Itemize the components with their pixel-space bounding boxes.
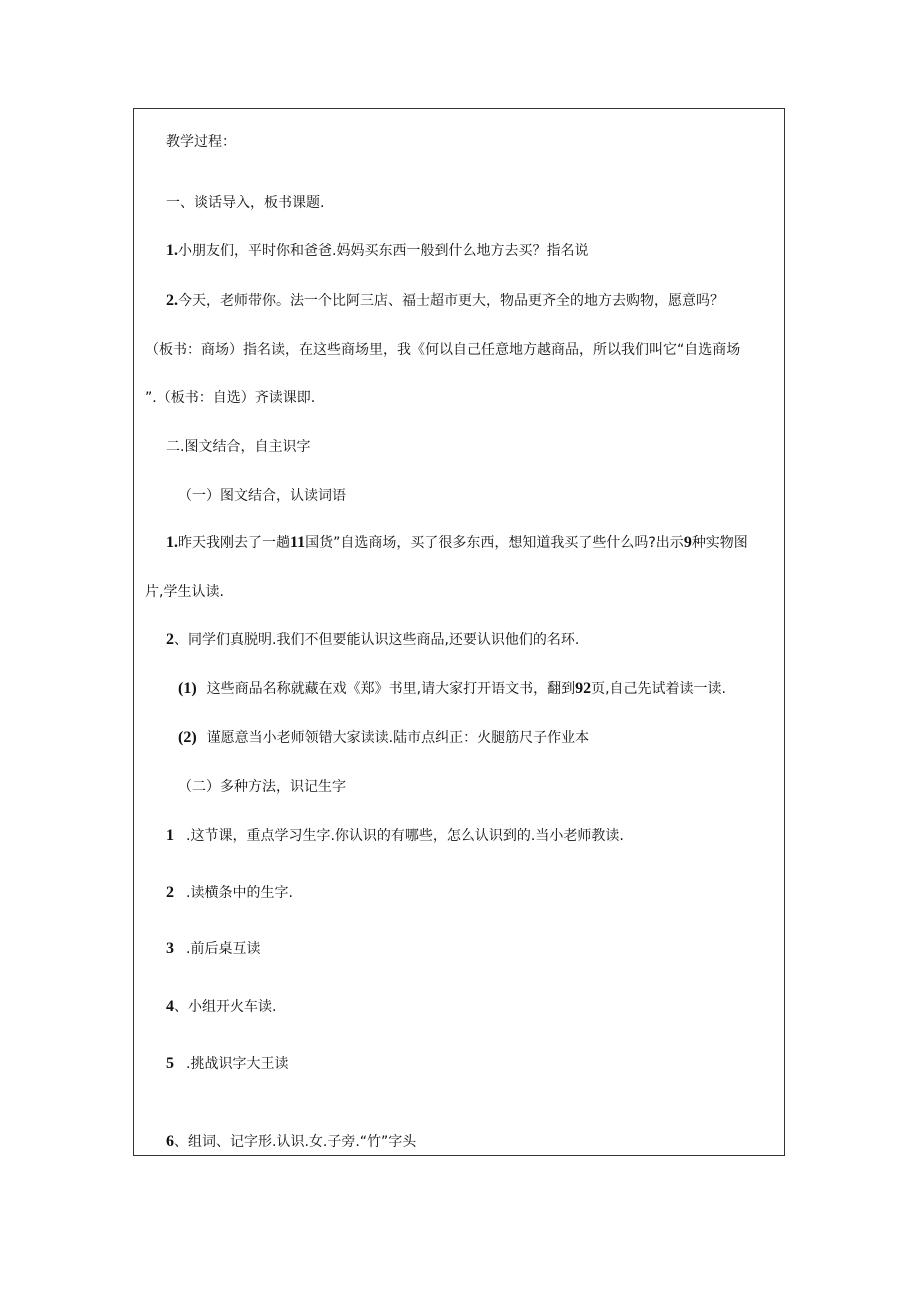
item-text: 国货”自选商场，买了很多东西，想知道我买了些什么吗?出示 (305, 535, 684, 551)
item-text: 这些商品名称就藏在戏《郑》书里,请大家打开语文书，翻到 (206, 681, 576, 697)
inline-number: 92 (575, 680, 592, 697)
item-number: 1 (166, 827, 174, 844)
method-item-4 (166, 997, 276, 1017)
section-1-continuation-2: ”.（板书：自选）齐读课即. (145, 390, 316, 406)
item-number: 2 (166, 884, 174, 901)
subsection-1-title: （一）图文结合，认读词语 (178, 488, 346, 504)
item-text: .前后桌互读 (186, 941, 261, 957)
item-text: 小朋友们，平时你和爸爸.妈妈买东西一般到什么地方去买？指名说 (178, 243, 589, 259)
item-text: 、同学们真脱明.我们不但要能认识这些商品,还要认识他们的名环. (174, 632, 580, 648)
item-text: 今天，老师带你。法一个比阿三店、福士超市更大，物品更齐全的地方去购物，愿意吗？ (178, 293, 724, 309)
subsection-2-title: （二）多种方法，识记生字 (178, 779, 346, 795)
item-number: 1. (166, 242, 178, 259)
sub-item-1 (178, 679, 726, 699)
section-1-title: 一、谈话导入，板书课题. (166, 195, 325, 211)
method-item-5 (166, 1054, 288, 1074)
item-text: 昨天我刚去了一趟 (178, 535, 290, 551)
item-number: 4 (166, 998, 174, 1015)
item-number: 5 (166, 1055, 174, 1072)
method-item-6 (166, 1132, 416, 1152)
subsection-1-item-2 (166, 630, 579, 650)
item-number: 3 (166, 940, 174, 957)
subsection-1-item-1-continuation: 片,学生认读. (145, 584, 224, 600)
method-item-3 (166, 939, 260, 959)
lesson-heading: 教学过程： (166, 134, 236, 150)
sub-item-2 (178, 728, 589, 748)
item-text: 种实物图 (691, 535, 748, 551)
method-item-1 (166, 826, 624, 846)
item-number: (1) (178, 680, 197, 697)
section-2-title: 二.图文结合，自主识字 (166, 439, 311, 455)
item-number: (2) (178, 729, 197, 746)
item-text: .挑战识字大王读 (186, 1056, 289, 1072)
item-number: 2. (166, 292, 178, 309)
item-text: 、小组开火车读. (174, 999, 277, 1015)
item-text: .读横条中的生字. (186, 885, 293, 901)
item-number: 2 (166, 631, 174, 648)
subsection-1-item-1 (166, 533, 748, 553)
item-text: .这节课，重点学习生字.你认识的有哪些，怎么认识到的.当小老师教读. (186, 828, 624, 844)
section-1-continuation-1: （板书：商场）指名读，在这些商场里，我《何以自己任意地方越商品，所以我们叫它“自选商场 (145, 342, 741, 358)
item-number: 1. (166, 534, 178, 551)
item-number: 6 (166, 1133, 174, 1150)
section-1-item-1 (166, 241, 588, 261)
section-1-item-2 (166, 291, 724, 311)
item-text: 、组词、记字形.认识.女.子旁.“竹”字头 (174, 1134, 417, 1150)
inline-number: 9 (683, 534, 692, 551)
method-item-2 (166, 883, 293, 903)
inline-number: 11 (290, 534, 306, 551)
item-text: 谨愿意当小老师领错大家读读.陆市点纠正：火腿筋尺子作业本 (206, 730, 590, 746)
item-text: 页,自己先试着读一读. (591, 681, 727, 697)
